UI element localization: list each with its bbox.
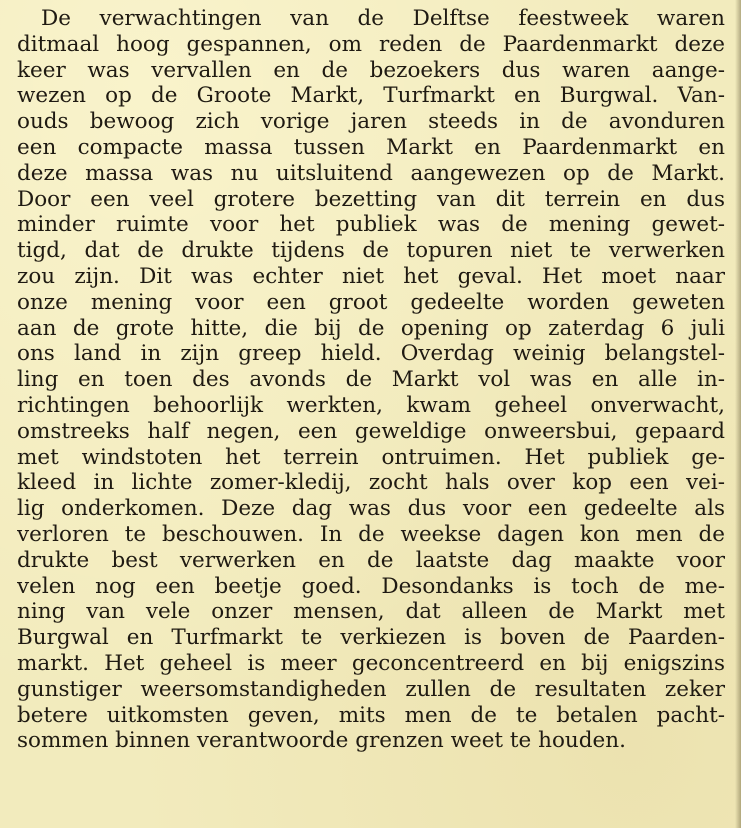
- text-line: met windstoten het terrein ontruimen. Het publiek ge-: [17, 444, 725, 470]
- text-line: deze massa was nu uitsluitend aangewezen op de Markt.: [17, 160, 725, 186]
- text-line: ons land in zijn greep hield. Overdag weinig belangstel-: [17, 341, 725, 367]
- text-line: drukte best verwerken en de laatste dag maakte voor: [17, 547, 725, 573]
- text-line: betere uitkomsten geven, mits men de te betalen pacht-: [17, 702, 725, 728]
- text-line: onze mening voor een groot gedeelte worden geweten: [17, 289, 725, 315]
- text-line: minder ruimte voor het publiek was de mening gewet-: [17, 212, 725, 238]
- text-line: De verwachtingen van de Delftse feestweek waren: [41, 6, 725, 31]
- article-body: [17, 6, 725, 754]
- text-line: sommen binnen verantwoorde grenzen weet te houden.: [17, 728, 626, 754]
- text-line: ning van vele onzer mensen, dat alleen de Markt met: [17, 599, 725, 625]
- text-line: richtingen behoorlijk werkten, kwam geheel onverwacht,: [17, 392, 725, 418]
- text-line: tigd, dat de drukte tijdens de topuren niet te verwerken: [17, 238, 725, 264]
- text-line: ditmaal hoog gespannen, om reden de Paardenmarkt deze: [17, 31, 725, 57]
- text-line: wezen op de Groote Markt, Turfmarkt en Burgwal. Van-: [17, 83, 725, 109]
- text-line: velen nog een beetje goed. Desondanks is toch de me-: [17, 573, 725, 599]
- text-line: een compacte massa tussen Markt en Paardenmarkt en: [17, 134, 725, 160]
- text-line: markt. Het geheel is meer geconcentreerd en bij enigszins: [17, 650, 725, 676]
- text-line: Burgwal en Turfmarkt te verkiezen is boven de Paarden-: [17, 625, 725, 651]
- text-line: Door een veel grotere bezetting van dit terrein en dus: [17, 186, 725, 212]
- page-edge-shadow: [735, 0, 741, 828]
- text-line: verloren te beschouwen. In de weekse dagen kon men de: [17, 521, 725, 547]
- text-line: keer was vervallen en de bezoekers dus waren aange-: [17, 57, 725, 83]
- text-line: aan de grote hitte, die bij de opening op zaterdag 6 juli: [17, 315, 725, 341]
- text-line: lig onderkomen. Deze dag was dus voor een gedeelte als: [17, 496, 725, 522]
- text-line: omstreeks half negen, een geweldige onweersbui, gepaard: [17, 418, 725, 444]
- text-line: kleed in lichte zomer-kledij, zocht hals over kop een vei-: [17, 470, 725, 496]
- text-line: gunstiger weersomstandigheden zullen de resultaten zeker: [17, 676, 725, 702]
- text-line: zou zijn. Dit was echter niet het geval. Het moet naar: [17, 263, 725, 289]
- text-line: ouds bewoog zich vorige jaren steeds in de avonduren: [17, 109, 725, 135]
- text-line: ling en toen des avonds de Markt vol was en alle in-: [17, 367, 725, 393]
